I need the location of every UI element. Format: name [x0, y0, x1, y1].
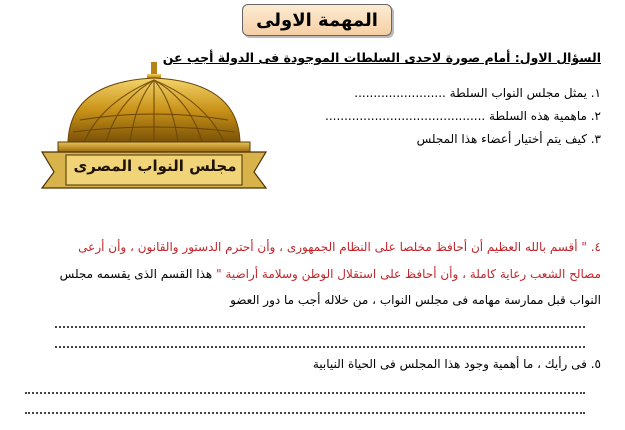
question-4-line-2-text: هذا القسم الذى يقسمه مجلس [59, 267, 217, 281]
emblem-banner-label: مجلس النواب المصرى [73, 157, 237, 175]
question-1-heading: السؤال الاول: أمام صورة لاحدى السلطات الموجودة فى الدولة أجب عن [162, 50, 601, 65]
answer-line-5a[interactable] [25, 392, 585, 394]
question-1-item-3: ٣. كيف يتم أختيار أعضاء هذا المجلس [416, 132, 601, 146]
question-4-line-2 [60, 267, 601, 281]
question-4-line-3: النواب قبل ممارسة مهامه فى مجلس النواب ، من خلاله أجب ما دور العضو [230, 293, 601, 307]
answer-line-4a[interactable] [55, 326, 585, 328]
answer-line-5b[interactable] [25, 412, 585, 414]
question-4-oath-end: مصالح الشعب رعاية كاملة ، وأن أحافظ على استقلال الوطن وسلامة أراضية " [216, 267, 601, 281]
question-4-oath-text: ٤. " أقسم بالله العظيم أن أحافظ مخلصا على النظام الجمهورى ، وأن أحترم الدستور والقانون ، وأن أرعى [78, 240, 601, 254]
question-1-item-2: ٢. ماهمية هذه السلطة .......................................... [325, 109, 601, 123]
question-4-line-1 [78, 240, 601, 254]
question-5-line-1: ٥. فى رأيك ، ما أهمية وجود هذا المجلس فى الحياة النيابية [312, 357, 601, 371]
answer-line-4b[interactable] [55, 346, 585, 348]
question-1-item-1: ١. يمثل مجلس النواب السلطة ........................ [354, 86, 601, 100]
task-title: المهمة الاولى [242, 4, 392, 36]
